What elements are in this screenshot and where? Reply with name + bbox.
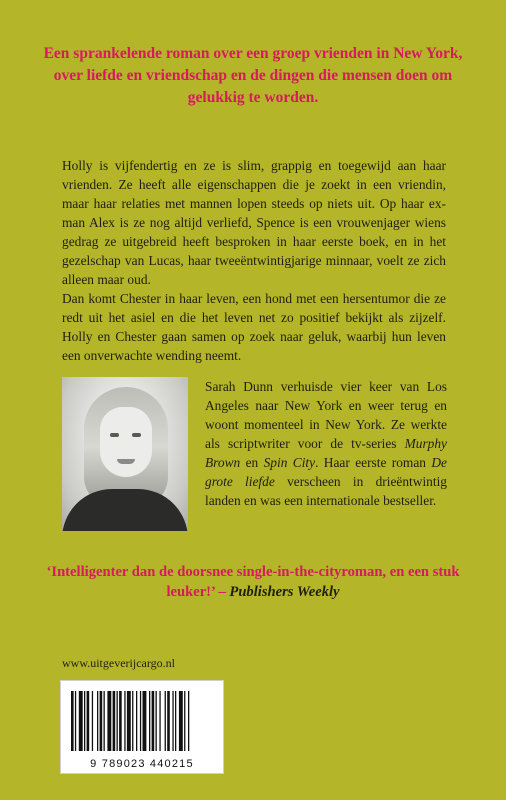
bio-title-spin-city: Spin City: [263, 455, 316, 470]
review-quote: [40, 562, 466, 602]
publisher-website: www.uitgeverijcargo.nl: [62, 656, 175, 670]
quote-source: Publishers Weekly: [229, 584, 340, 600]
blurb: [62, 156, 446, 365]
isbn-number: 9 789023 440215: [90, 758, 194, 770]
barcode: [60, 680, 224, 774]
blurb-paragraph-1: Holly is vijfendertig en ze is slim, grappig en toegewijd aan haar vrienden. Ze heeft alle eigenschappen die je zoekt in een vriendin, maar haar relaties met mannen lopen steeds op niets uit. Op haar ex-man Alex is ze nog altijd verliefd, Spence is een vrouwenjager wiens gedrag ze uitgebreid heeft besproken in haar eerste boek, en in het gezelschap van Lucas, haar tweeëntwintigjarige minnaar, voelt ze zich alleen maar oud.: [62, 158, 446, 287]
author-bio: Sarah Dunn verhuisde vier keer van Los Angeles naar New York en weer terug en woont momenteel in New York. Ze werkte als scriptwriter voor de tv-series Murphy Brown en Spin City. Haar eerste roman De grote liefde verscheen in drieëntwintig landen en was een internationale bestseller.: [205, 379, 447, 508]
bio-title-de-grote-liefde: De grote liefde: [205, 455, 447, 489]
barcode-bars: [71, 691, 213, 751]
quote-text: ‘Intelligenter dan de doorsnee single-in-the-cityroman, en een stuk leuker!’ –: [46, 564, 460, 600]
bio-title-murphy-brown: Murphy Brown: [205, 436, 447, 470]
blurb-paragraph-2: Dan komt Chester in haar leven, een hond met een hersentumor die ze redt uit het asiel en die het leven net zo positief bekijkt als zijzelf. Holly en Chester gaan samen op zoek naar geluk, waarbij hun leven een onverwachte wending neemt.: [62, 291, 446, 363]
tagline: Een sprankelende roman over een groep vrienden in New York, over liefde en vriendschap en de dingen die mensen doen om gelukkig te worden.: [43, 45, 463, 106]
author-photo: [62, 377, 188, 531]
